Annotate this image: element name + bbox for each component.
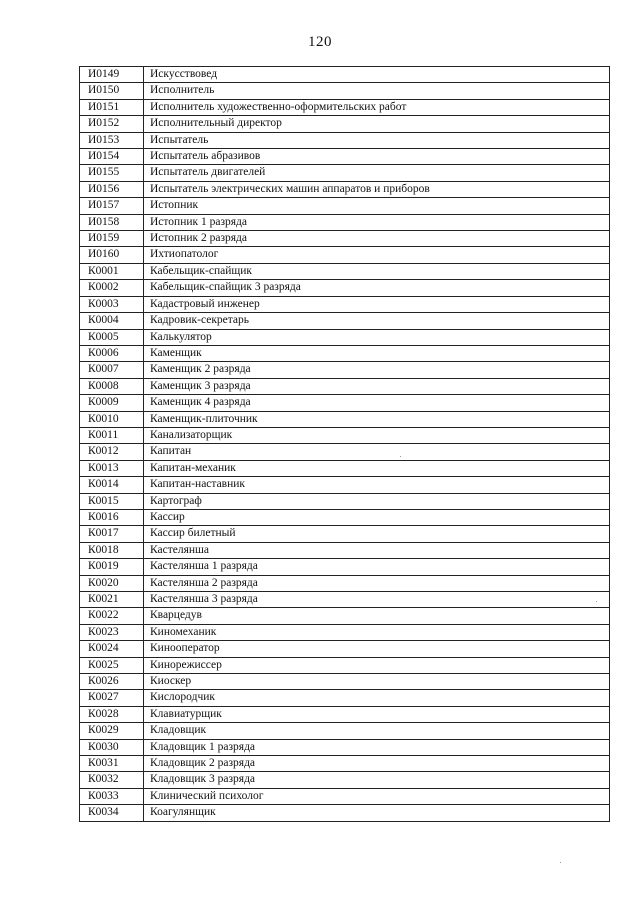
profession-code-cell: К0025 [80, 657, 144, 673]
profession-code-cell: К0020 [80, 575, 144, 591]
profession-name-cell: Капитан [144, 444, 610, 460]
profession-code-cell: К0011 [80, 427, 144, 443]
profession-code-cell: К0004 [80, 313, 144, 329]
profession-code-cell: К0023 [80, 624, 144, 640]
table-row [80, 165, 610, 181]
profession-code-cell: И0152 [80, 116, 144, 132]
profession-code-cell: К0028 [80, 706, 144, 722]
profession-name-cell: Картограф [144, 493, 610, 509]
profession-code-cell: К0018 [80, 542, 144, 558]
table-row [80, 608, 610, 624]
profession-name-cell: Капитан-наставник [144, 477, 610, 493]
table-row [80, 296, 610, 312]
table-row [80, 509, 610, 525]
table-row [80, 739, 610, 755]
profession-name-cell: Кладовщик [144, 723, 610, 739]
profession-name-cell: Кинооператор [144, 641, 610, 657]
profession-name-cell: Исполнитель [144, 83, 610, 99]
profession-code-cell: К0027 [80, 690, 144, 706]
profession-name-cell: Кварцедув [144, 608, 610, 624]
profession-code-cell: К0026 [80, 674, 144, 690]
table-row [80, 329, 610, 345]
profession-name-cell: Кастелянша 2 разряда [144, 575, 610, 591]
profession-code-cell: К0022 [80, 608, 144, 624]
profession-name-cell: Испытатель [144, 132, 610, 148]
profession-code-cell: И0151 [80, 99, 144, 115]
profession-code-cell: К0015 [80, 493, 144, 509]
table-row [80, 706, 610, 722]
table-row [80, 575, 610, 591]
profession-code-cell: К0013 [80, 460, 144, 476]
profession-name-cell: Клинический психолог [144, 788, 610, 804]
profession-code-cell: И0159 [80, 231, 144, 247]
table-row [80, 674, 610, 690]
table-row [80, 280, 610, 296]
profession-name-cell: Истопник [144, 198, 610, 214]
profession-name-cell: Кинорежиссер [144, 657, 610, 673]
profession-code-cell: К0012 [80, 444, 144, 460]
profession-code-cell: К0034 [80, 805, 144, 821]
profession-name-cell: Кладовщик 3 разряда [144, 772, 610, 788]
table-row [80, 690, 610, 706]
profession-code-cell: К0014 [80, 477, 144, 493]
profession-name-cell: Кастелянша [144, 542, 610, 558]
table-row [80, 99, 610, 115]
profession-name-cell: Клавиатурщик [144, 706, 610, 722]
profession-name-cell: Коагулянщик [144, 805, 610, 821]
table-row [80, 198, 610, 214]
profession-name-cell: Испытатель электрических машин аппаратов и приборов [144, 181, 610, 197]
table-row [80, 756, 610, 772]
profession-code-cell: К0032 [80, 772, 144, 788]
profession-code-cell: И0149 [80, 67, 144, 83]
profession-name-cell: Ихтиопатолог [144, 247, 610, 263]
profession-code-cell: К0031 [80, 756, 144, 772]
scan-speck [596, 601, 597, 602]
table-row [80, 247, 610, 263]
table-row [80, 592, 610, 608]
profession-name-cell: Кассир билетный [144, 526, 610, 542]
table-body [80, 67, 610, 822]
profession-code-cell: И0150 [80, 83, 144, 99]
table-row [80, 83, 610, 99]
profession-code-cell: К0009 [80, 395, 144, 411]
profession-code-cell: К0019 [80, 559, 144, 575]
table-row [80, 493, 610, 509]
profession-code-cell: К0002 [80, 280, 144, 296]
profession-code-cell: К0017 [80, 526, 144, 542]
table-row [80, 214, 610, 230]
profession-name-cell: Киоскер [144, 674, 610, 690]
profession-name-cell: Испытатель абразивов [144, 149, 610, 165]
profession-name-cell: Кабельщик-спайщик 3 разряда [144, 280, 610, 296]
table-row [80, 542, 610, 558]
table-row [80, 624, 610, 640]
table-row [80, 378, 610, 394]
profession-name-cell: Искусствовед [144, 67, 610, 83]
profession-code-cell: К0030 [80, 739, 144, 755]
table-row [80, 149, 610, 165]
table-row [80, 362, 610, 378]
profession-name-cell: Киномеханик [144, 624, 610, 640]
profession-code-table-wrapper [79, 66, 610, 822]
profession-name-cell: Кадастровый инженер [144, 296, 610, 312]
profession-name-cell: Кастелянша 3 разряда [144, 592, 610, 608]
profession-code-cell: К0008 [80, 378, 144, 394]
profession-name-cell: Каменщик 2 разряда [144, 362, 610, 378]
profession-code-cell: К0016 [80, 509, 144, 525]
profession-name-cell: Кабельщик-спайщик [144, 263, 610, 279]
page-number: 120 [308, 34, 332, 50]
table-row [80, 526, 610, 542]
profession-name-cell: Каменщик 3 разряда [144, 378, 610, 394]
profession-code-cell: К0001 [80, 263, 144, 279]
profession-name-cell: Испытатель двигателей [144, 165, 610, 181]
profession-code-cell: К0010 [80, 411, 144, 427]
profession-name-cell: Канализаторщик [144, 427, 610, 443]
profession-code-table [79, 66, 610, 822]
table-row [80, 641, 610, 657]
profession-code-cell: И0157 [80, 198, 144, 214]
table-row [80, 788, 610, 804]
profession-code-cell: К0005 [80, 329, 144, 345]
profession-code-cell: И0153 [80, 132, 144, 148]
table-row [80, 477, 610, 493]
profession-name-cell: Истопник 2 разряда [144, 231, 610, 247]
table-row [80, 116, 610, 132]
profession-name-cell: Каменщик [144, 345, 610, 361]
profession-name-cell: Кадровик-секретарь [144, 313, 610, 329]
table-row [80, 231, 610, 247]
profession-code-cell: И0155 [80, 165, 144, 181]
profession-name-cell: Исполнительный директор [144, 116, 610, 132]
profession-code-cell: К0029 [80, 723, 144, 739]
profession-name-cell: Исполнитель художественно-оформительских работ [144, 99, 610, 115]
profession-code-cell: К0007 [80, 362, 144, 378]
table-row [80, 772, 610, 788]
profession-code-cell: К0033 [80, 788, 144, 804]
profession-code-cell: И0158 [80, 214, 144, 230]
profession-code-cell: К0003 [80, 296, 144, 312]
scan-speck [400, 456, 401, 457]
profession-name-cell: Кастелянша 1 разряда [144, 559, 610, 575]
table-row [80, 132, 610, 148]
profession-name-cell: Кислородчик [144, 690, 610, 706]
table-row [80, 313, 610, 329]
profession-code-cell: И0160 [80, 247, 144, 263]
profession-code-cell: К0024 [80, 641, 144, 657]
table-row [80, 444, 610, 460]
profession-code-cell: К0021 [80, 592, 144, 608]
table-row [80, 411, 610, 427]
profession-code-cell: И0154 [80, 149, 144, 165]
table-row [80, 395, 610, 411]
profession-name-cell: Кладовщик 2 разряда [144, 756, 610, 772]
table-row [80, 657, 610, 673]
scan-speck [560, 862, 561, 863]
table-row [80, 67, 610, 83]
table-row [80, 345, 610, 361]
profession-code-cell: И0156 [80, 181, 144, 197]
table-row [80, 723, 610, 739]
table-row [80, 263, 610, 279]
table-row [80, 460, 610, 476]
profession-code-cell: К0006 [80, 345, 144, 361]
profession-name-cell: Капитан-механик [144, 460, 610, 476]
table-row [80, 805, 610, 821]
table-row [80, 427, 610, 443]
profession-name-cell: Кладовщик 1 разряда [144, 739, 610, 755]
table-row [80, 559, 610, 575]
profession-name-cell: Истопник 1 разряда [144, 214, 610, 230]
profession-name-cell: Каменщик 4 разряда [144, 395, 610, 411]
table-row [80, 181, 610, 197]
profession-name-cell: Калькулятор [144, 329, 610, 345]
profession-name-cell: Каменщик-плиточник [144, 411, 610, 427]
profession-name-cell: Кассир [144, 509, 610, 525]
